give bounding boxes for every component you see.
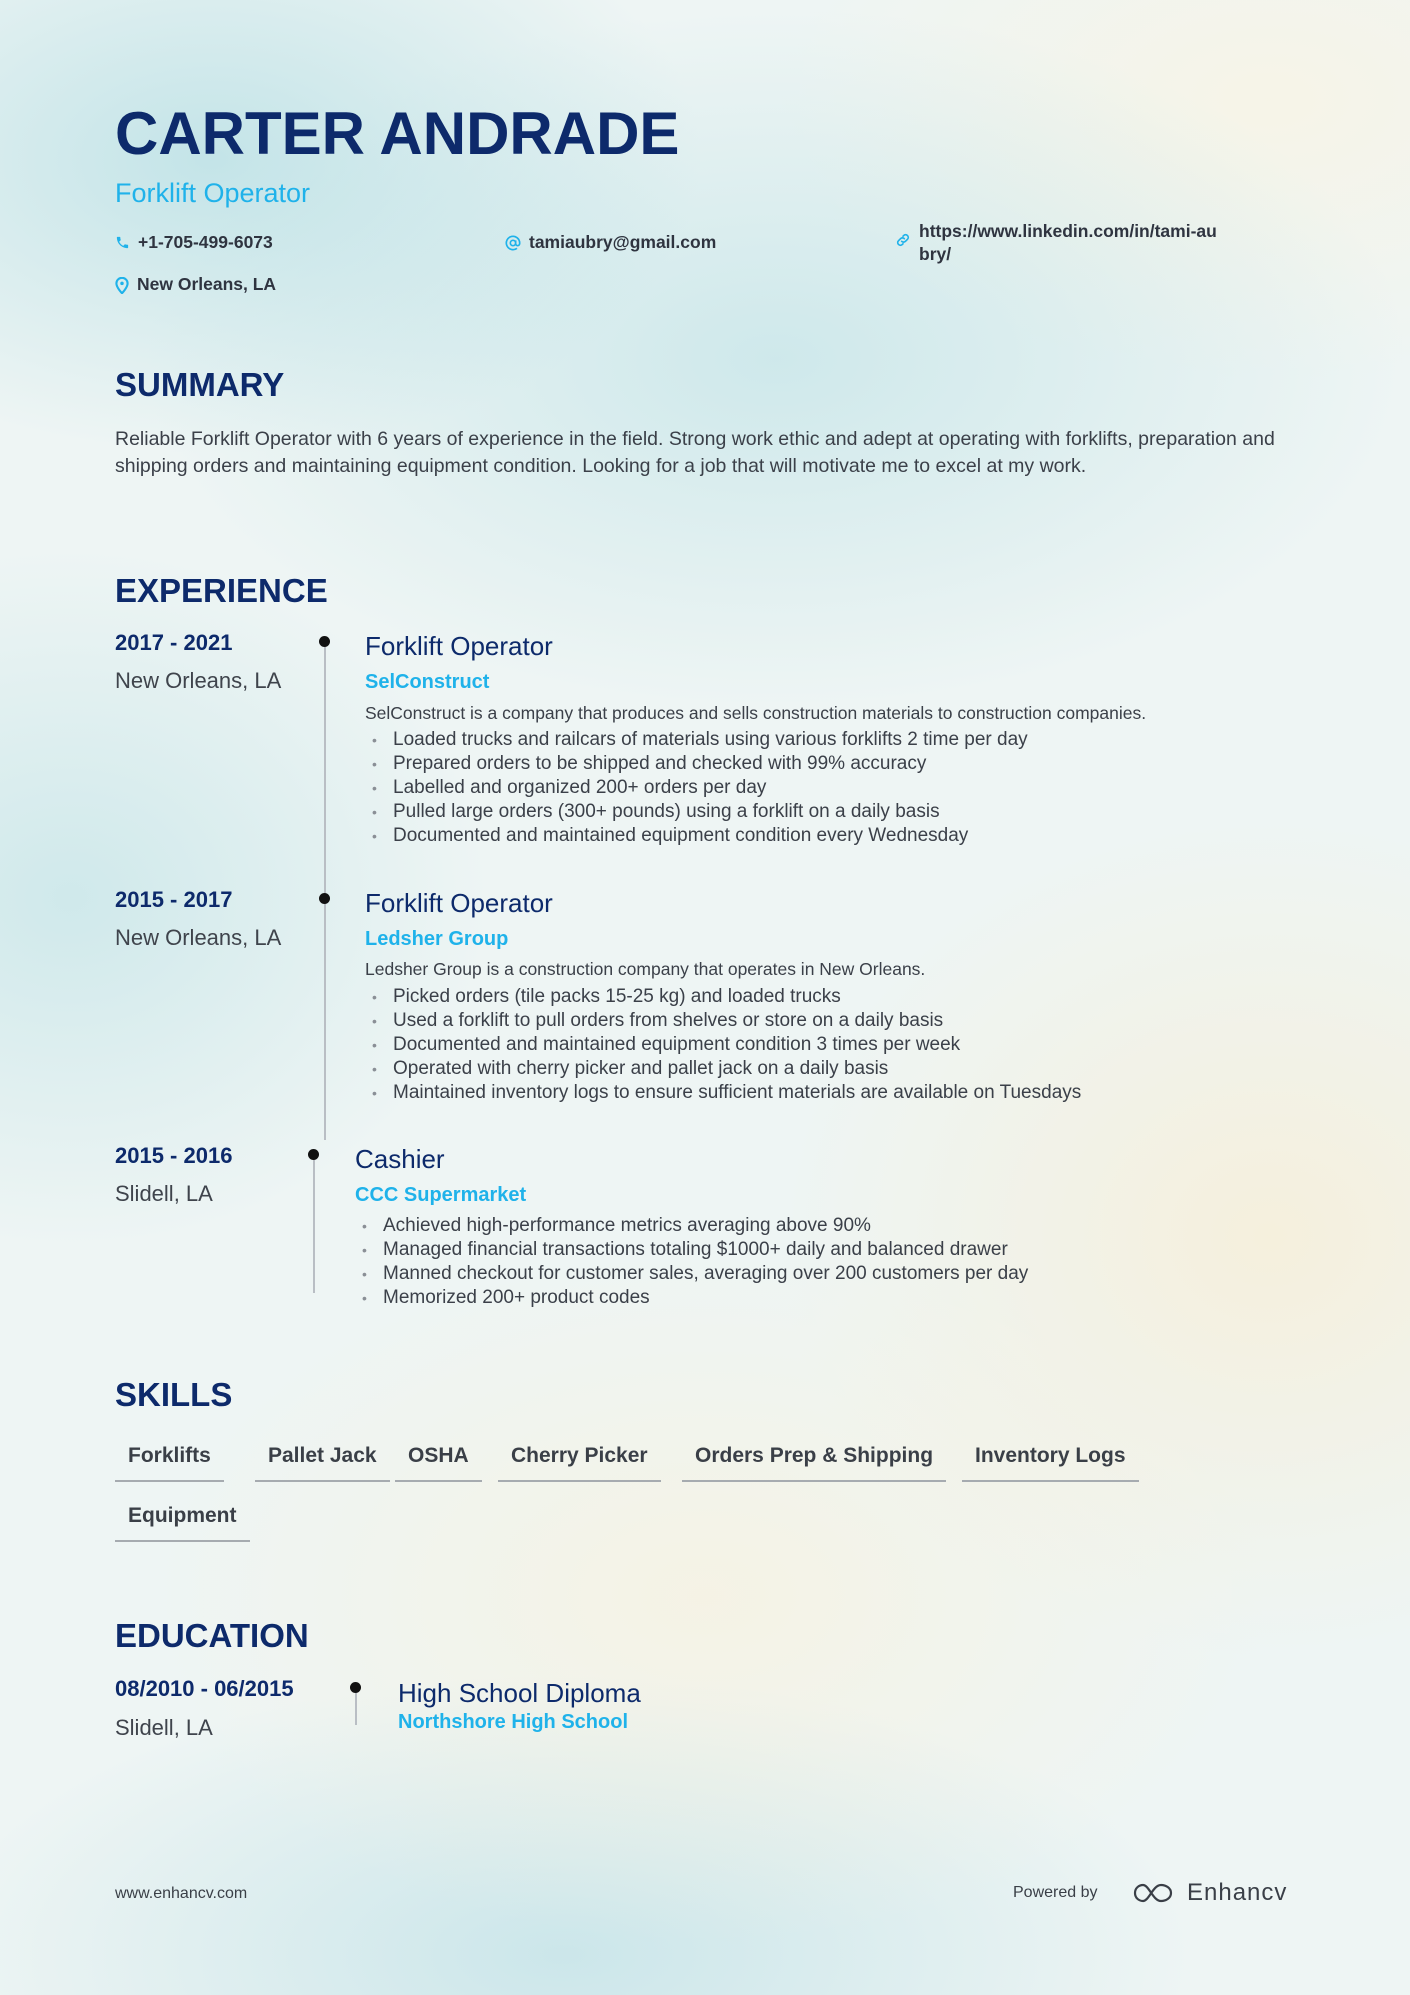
skill-tag: Orders Prep & Shipping [682, 1442, 946, 1482]
experience-location: New Orleans, LA [115, 925, 282, 950]
list-item: • Loaded trucks and railcars of materials using various forklifts 2 time per day [365, 728, 1295, 752]
list-item: • Documented and maintained equipment condition every Wednesday [365, 824, 1295, 848]
degree-title: High School Diploma [398, 1678, 641, 1708]
skill-tag: Cherry Picker [498, 1442, 661, 1482]
company-description: Ledsher Group is a construction company that operates in New Orleans. [365, 959, 926, 979]
experience-heading: EXPERIENCE [115, 572, 328, 609]
education-dates: 08/2010 - 06/2015 [115, 1676, 294, 1701]
location-text: New Orleans, LA [137, 274, 277, 294]
experience-dates: 2015 - 2017 [115, 887, 233, 912]
skill-tag: Pallet Jack [255, 1442, 390, 1482]
achievement-list [365, 728, 1295, 848]
experience-location: Slidell, LA [115, 1181, 213, 1206]
list-item: • Managed financial transactions totaling $1000+ daily and balanced drawer [355, 1238, 1295, 1262]
skill-tag: Equipment [115, 1502, 250, 1542]
company-description: SelConstruct is a company that produces and sells construction materials to construction companies. [365, 703, 1147, 723]
location-pin-icon [115, 277, 129, 294]
link-icon [895, 232, 911, 248]
location-contact [115, 274, 276, 295]
timeline-dot [308, 1149, 319, 1160]
experience-dates: 2017 - 2021 [115, 630, 233, 655]
skills-heading: SKILLS [115, 1376, 233, 1413]
achievement-list [365, 985, 1295, 1105]
timeline-line [355, 1690, 357, 1725]
experience-dates: 2015 - 2016 [115, 1143, 233, 1168]
phone-number[interactable]: +1-705-499-6073 [138, 232, 273, 252]
enhancv-brand: Enhancv [1187, 1879, 1288, 1906]
list-item: • Memorized 200+ product codes [355, 1286, 1295, 1310]
list-item: • Prepared orders to be shipped and checked with 99% accuracy [365, 752, 1295, 776]
list-item: • Picked orders (tile packs 15-25 kg) and loaded trucks [365, 985, 1295, 1009]
school-name: Northshore High School [398, 1711, 628, 1733]
list-item: • Maintained inventory logs to ensure sufficient materials are available on Tuesdays [365, 1081, 1295, 1105]
list-item: • Achieved high-performance metrics averaging above 90% [355, 1214, 1295, 1238]
job-title: Forklift Operator [365, 631, 553, 661]
timeline-dot [319, 636, 330, 647]
company-name: SelConstruct [365, 671, 490, 693]
at-icon [505, 235, 521, 251]
linkedin-url[interactable]: https://www.linkedin.com/in/tami-aubry/ [919, 221, 1217, 264]
list-item: • Documented and maintained equipment condition 3 times per week [365, 1033, 1295, 1057]
list-item: • Used a forklift to pull orders from shelves or store on a daily basis [365, 1009, 1295, 1033]
company-name: Ledsher Group [365, 928, 509, 950]
skill-tag: OSHA [395, 1442, 482, 1482]
summary-text: Reliable Forklift Operator with 6 years of experience in the field. Strong work ethic and adept at operating with forklifts, preparation and shipping orders and maintaining equipment condition. Looking for a job that will motivate me to excel at my work. [115, 428, 1275, 477]
candidate-name: CARTER ANDRADE [115, 100, 680, 167]
email-address[interactable]: tamiaubry@gmail.com [529, 232, 717, 252]
company-name: CCC Supermarket [355, 1184, 527, 1206]
resume-page [115, 0, 1295, 1995]
timeline-dot [350, 1682, 361, 1693]
skill-tag: Forklifts [115, 1442, 224, 1482]
summary-heading: SUMMARY [115, 366, 285, 403]
education-location: Slidell, LA [115, 1715, 213, 1740]
job-title: Forklift Operator [365, 888, 553, 918]
phone-icon [115, 235, 130, 250]
footer-website[interactable]: www.enhancv.com [115, 1885, 248, 1902]
education-heading: EDUCATION [115, 1617, 309, 1654]
achievement-list [355, 1214, 1295, 1310]
list-item: • Manned checkout for customer sales, averaging over 200 customers per day [355, 1262, 1295, 1286]
powered-by-label: Powered by [1013, 1884, 1098, 1901]
candidate-title: Forklift Operator [115, 178, 311, 208]
timeline-dot [319, 893, 330, 904]
enhancv-logo[interactable] [1131, 1879, 1287, 1907]
skill-tag: Inventory Logs [962, 1442, 1139, 1482]
list-item: • Labelled and organized 200+ orders per day [365, 776, 1295, 800]
experience-location: New Orleans, LA [115, 668, 282, 693]
enhancv-logo-icon [1131, 1881, 1177, 1905]
list-item: • Operated with cherry picker and pallet jack on a daily basis [365, 1057, 1295, 1081]
email-contact [505, 232, 716, 253]
job-title: Cashier [355, 1144, 445, 1174]
phone-contact [115, 232, 273, 253]
list-item: • Pulled large orders (300+ pounds) using a forklift on a daily basis [365, 800, 1295, 824]
timeline-line [313, 1150, 315, 1293]
linkedin-contact [895, 220, 1225, 266]
